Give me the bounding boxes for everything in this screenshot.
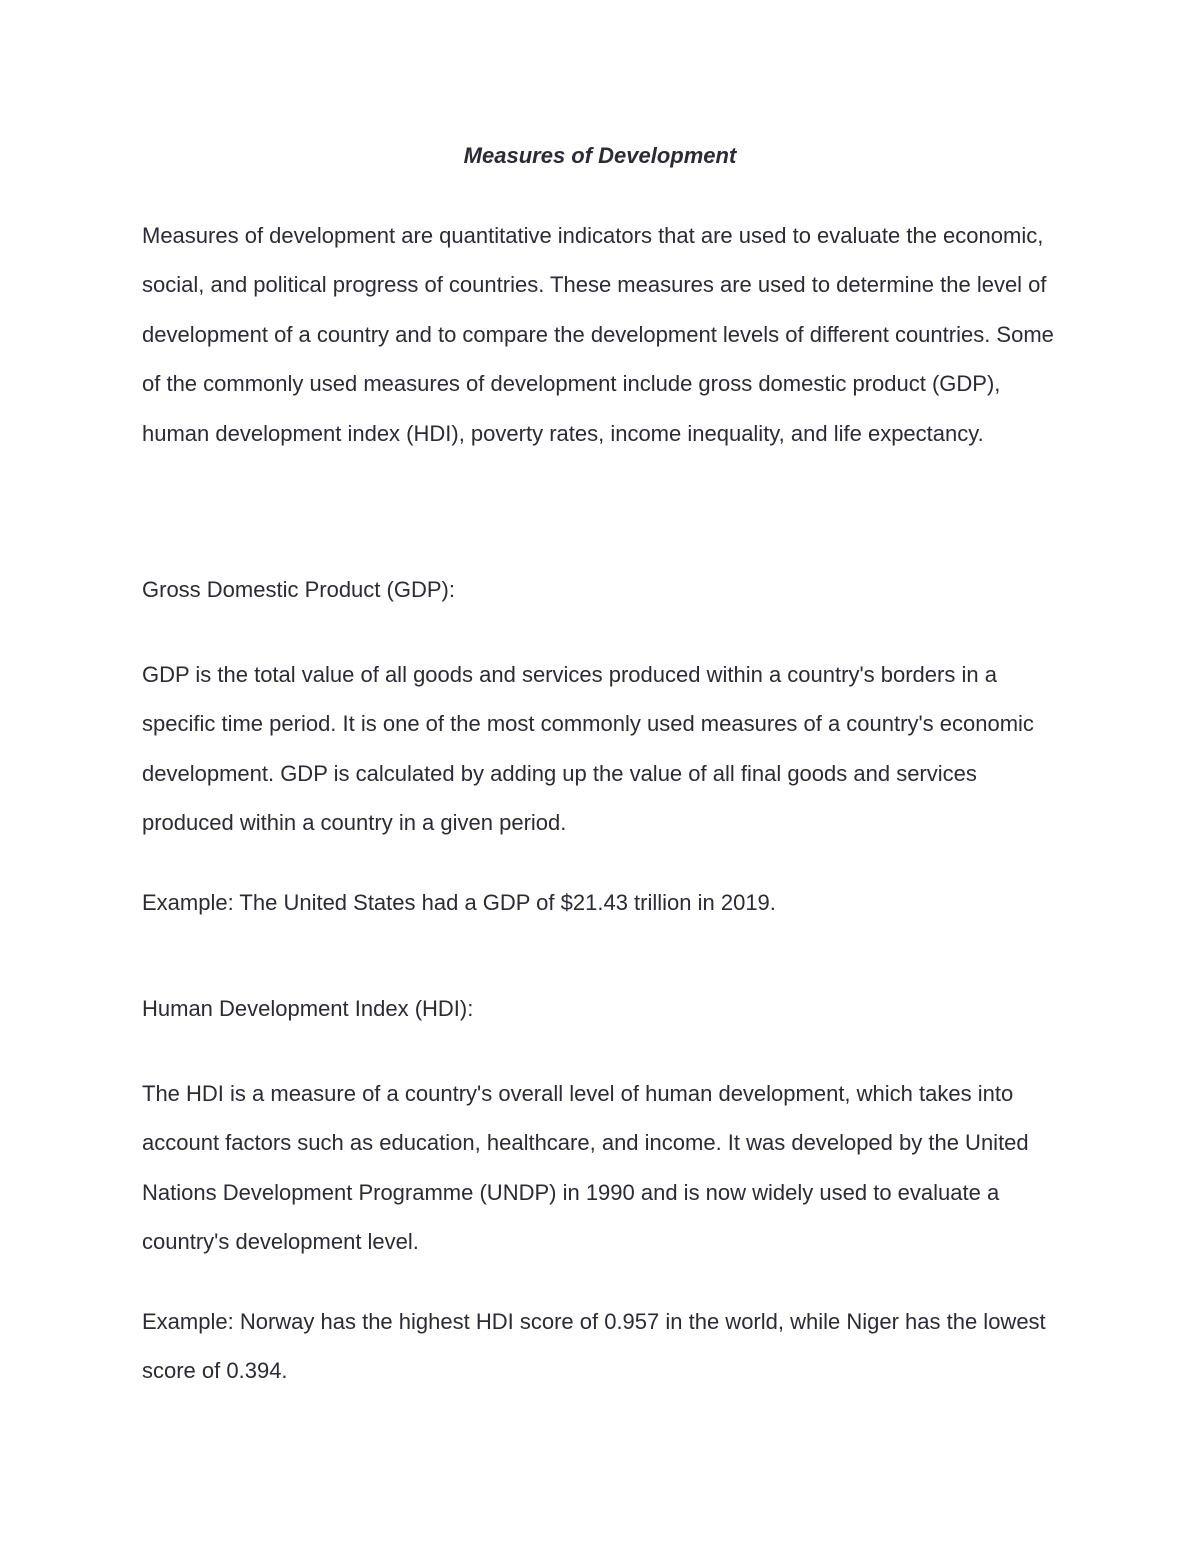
gdp-section-heading: Gross Domestic Product (GDP): — [142, 577, 455, 602]
hdi-section-heading: Human Development Index (HDI): — [142, 996, 474, 1021]
gdp-section-body: GDP is the total value of all goods and services produced within a country's borders in a specific time period. It is one of the most commonly used measures of a country's economic development. GDP is calculated by adding up the value of all final goods and services produced within a country in a given period. — [142, 662, 1034, 836]
hdi-section-example: Example: Norway has the highest HDI score of 0.957 in the world, while Niger has the lowest score of 0.394. — [142, 1309, 1046, 1384]
document-title: Measures of Development — [463, 143, 737, 168]
gdp-section-example: Example: The United States had a GDP of $21.43 trillion in 2019. — [142, 890, 776, 915]
hdi-section-body: The HDI is a measure of a country's overall level of human development, which takes into account factors such as education, healthcare, and income. It was developed by the United Nations Development Programme (UNDP) in 1990 and is now widely used to evaluate a country's development level. — [142, 1081, 1029, 1255]
intro-paragraph: Measures of development are quantitative indicators that are used to evaluate the economic, social, and political progress of countries. These measures are used to determine the level of development of a country and to compare the development levels of different countries. Some of the commonly used measures of development include gross domestic product (GDP), human development index (HDI), poverty rates, income inequality, and life expectancy. — [142, 223, 1054, 446]
